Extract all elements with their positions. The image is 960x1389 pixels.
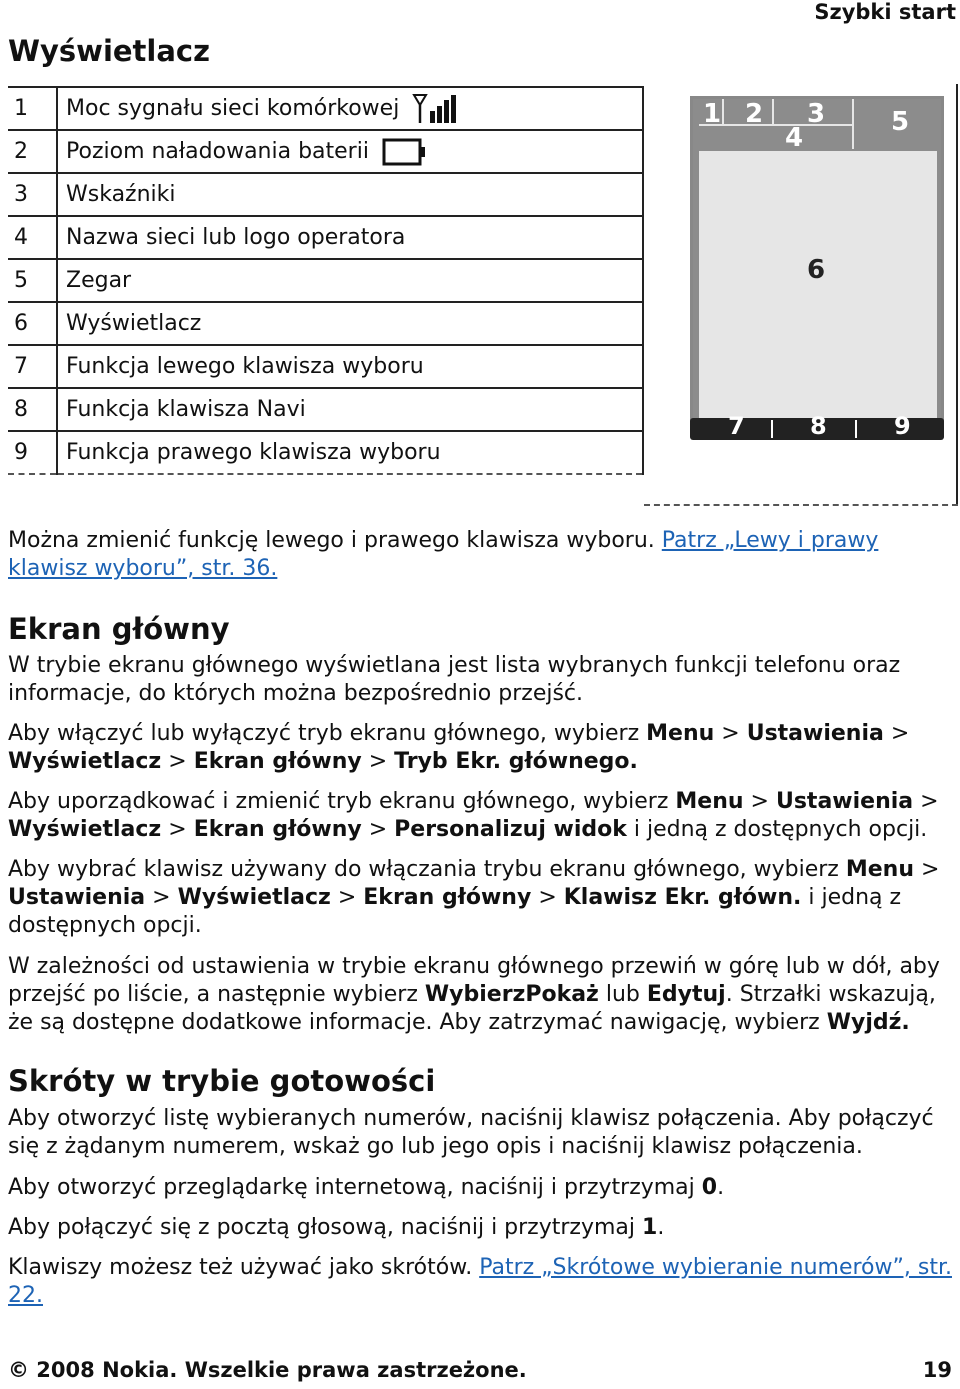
shortcuts-paragraph: Aby otworzyć przeglądarkę internetową, naciśnij i przytrzymaj 0.: [8, 1175, 725, 1200]
link-left-right-keys[interactable]: Patrz „Lewy i prawy klawisz wyboru”, str. 36.: [8, 528, 879, 581]
legend-number: 2: [8, 130, 57, 173]
phone-screen-body: [699, 151, 937, 419]
phone-screen-frame: [690, 96, 944, 432]
shortcuts-paragraph: Klawiszy możesz też używać jako skrótów. Patrz „Skrótowe wybieranie numerów”, str. 22.: [8, 1255, 952, 1308]
legend-label: Funkcja klawisza Navi: [57, 388, 643, 431]
legend-number: 8: [8, 388, 57, 431]
legend-number: 7: [8, 345, 57, 388]
legend-row: [8, 216, 643, 259]
section-title-display: Wyświetlacz: [8, 34, 210, 68]
legend-row: [8, 130, 643, 173]
diagram-number: 6: [807, 255, 826, 285]
diagram-number: 3: [807, 99, 826, 129]
legend-number: 4: [8, 216, 57, 259]
legend-label: Funkcja prawego klawisza wyboru: [57, 431, 643, 474]
legend-label: Zegar: [57, 259, 643, 302]
softkey-bar: [690, 412, 944, 440]
legend-row: [8, 87, 643, 130]
link-speed-dialing[interactable]: Patrz „Skrótowe wybieranie numerów”, str. 22.: [8, 1255, 952, 1308]
display-note: Można zmienić funkcję lewego i prawego klawisza wyboru. Patrz „Lewy i prawy klawisz wyboru”, str. 36.: [8, 528, 879, 581]
diagram-number: 2: [745, 99, 764, 129]
diagram-number: 7: [728, 412, 745, 440]
signal-icon: [412, 93, 460, 125]
footer-copyright: © 2008 Nokia. Wszelkie prawa zastrzeżone.: [8, 1358, 527, 1382]
home-paragraph: Aby uporządkować i zmienić tryb ekranu głównego, wybierz Menu > Ustawienia > Wyświetlacz > Ekran główny > Personalizuj widok i jedną z dostępnych opcji.: [8, 789, 939, 842]
legend-row: [8, 431, 643, 474]
legend-label: Funkcja lewego klawisza wyboru: [57, 345, 643, 388]
home-paragraph: W zależności od ustawienia w trybie ekranu głównego przewiń w górę lub w dół, aby przejść po liście, a następnie wybierz WybierzPokaż lub Edytuj. Strzałki wskazują, że są dostępne dodatkowe informacje. Aby zatrzymać nawigację, wybierz Wyjdź.: [8, 954, 940, 1035]
legend-label: Moc sygnału sieci komórkowej: [57, 87, 643, 130]
section-title-standby-shortcuts: Skróty w trybie gotowości: [8, 1064, 436, 1098]
legend-label: Nazwa sieci lub logo operatora: [57, 216, 643, 259]
legend-row: [8, 259, 643, 302]
diagram-number: 1: [703, 99, 722, 129]
legend-label: Poziom naładowania baterii: [57, 130, 643, 173]
legend-number: 9: [8, 431, 57, 474]
diagram-number: 4: [785, 123, 804, 153]
shortcuts-paragraph: Aby połączyć się z pocztą głosową, naciśnij i przytrzymaj 1.: [8, 1215, 665, 1240]
running-header: Szybki start: [814, 0, 956, 24]
legend-number: 3: [8, 173, 57, 216]
diagram-number: 5: [891, 107, 910, 137]
legend-number: 1: [8, 87, 57, 130]
diagram-dashed-rule: [644, 504, 958, 506]
shortcuts-paragraph: Aby otworzyć listę wybieranych numerów, naciśnij klawisz połączenia. Aby połączyć się z żądanym numerem, wskaż go lub jego opis i naciśnij klawisz połączenia.: [8, 1106, 934, 1159]
legend-row: [8, 302, 643, 345]
battery-icon: [382, 137, 428, 167]
home-paragraph: Aby włączyć lub wyłączyć tryb ekranu głównego, wybierz Menu > Ustawienia > Wyświetlacz > Ekran główny > Tryb Ekr. głównego.: [8, 721, 910, 774]
diagram-number: 8: [810, 412, 827, 440]
legend-number: 6: [8, 302, 57, 345]
display-diagram: [644, 84, 958, 506]
section-title-home-screen: Ekran główny: [8, 612, 230, 646]
legend-row: [8, 345, 643, 388]
display-legend-table: [8, 86, 644, 475]
home-paragraph: W trybie ekranu głównego wyświetlana jest lista wybranych funkcji telefonu oraz informacje, do których można bezpośrednio przejść.: [8, 653, 901, 706]
page-number: 19: [922, 1358, 952, 1382]
legend-number: 5: [8, 259, 57, 302]
legend-row: [8, 173, 643, 216]
legend-label: Wskaźniki: [57, 173, 643, 216]
home-paragraph: Aby wybrać klawisz używany do włączania trybu ekranu głównego, wybierz Menu > Ustawienia > Wyświetlacz > Ekran główny > Klawisz Ekr. główn. i jedną z dostępnych opcji.: [8, 857, 940, 938]
legend-row: [8, 388, 643, 431]
diagram-number: 9: [894, 412, 911, 440]
legend-label: Wyświetlacz: [57, 302, 643, 345]
